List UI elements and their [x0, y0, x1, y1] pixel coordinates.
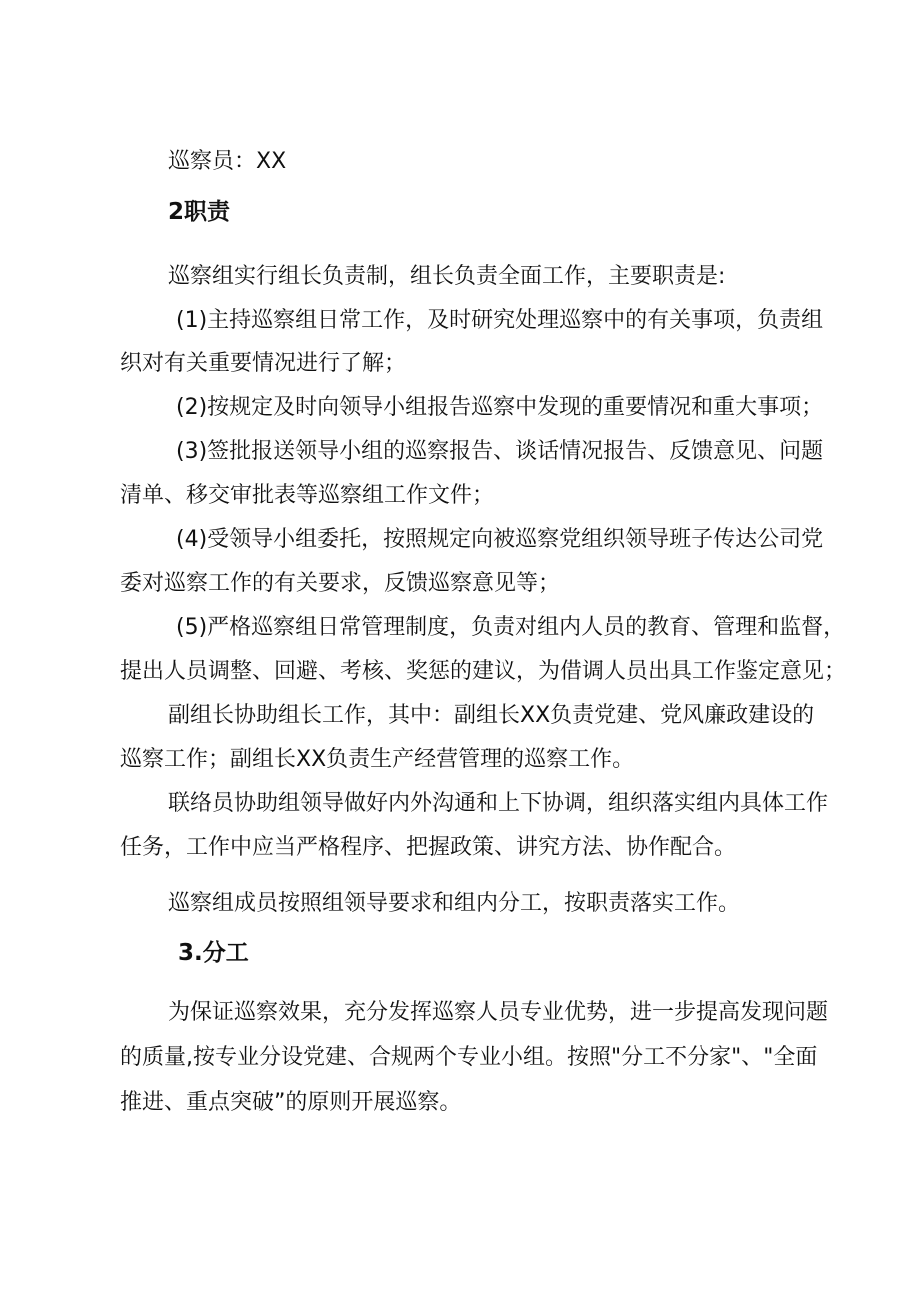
division-line2: 的质量,按专业分设党建、合规两个专业小组。按照"分工不分家"、"全面 — [120, 1045, 818, 1070]
liaison-line1: 联络员协助组领导做好内外沟通和上下协调，组织落实组内具体工作 — [168, 791, 829, 816]
division-line3: 推进、重点突破”的原则开展巡察。 — [120, 1090, 462, 1115]
deputy-line1: 副组长协助组长工作，其中：副组长XX负责党建、党风廉政建设的 — [168, 703, 815, 728]
duties-intro: 巡察组实行组长负责制，组长负责全面工作，主要职责是: — [168, 264, 726, 289]
section3-heading: 3.分工 — [178, 940, 249, 966]
duty3-line1: (3)签批报送领导小组的巡察报告、谈话情况报告、反馈意见、问题 — [176, 439, 824, 464]
duty4-line2: 委对巡察工作的有关要求，反馈巡察意见等； — [120, 571, 561, 596]
duty2-line1: (2)按规定及时向领导小组报告巡察中发现的重要情况和重大事项； — [176, 395, 824, 420]
duty1-line2: 织对有关重要情况进行了解； — [120, 351, 407, 376]
liaison-line2: 任务，工作中应当严格程序、把握政策、讲究方法、协作配合。 — [120, 835, 737, 860]
division-line1: 为保证巡察效果，充分发挥巡察人员专业优势，进一步提高发现问题 — [168, 1000, 829, 1025]
duty4-line1: (4)受领导小组委托，按照规定向被巡察党组织领导班子传达公司党 — [176, 527, 824, 552]
duty5-line1: (5)严格巡察组日常管理制度，负责对组内人员的教育、管理和监督， — [176, 615, 846, 640]
section2-heading: 2职责 — [168, 199, 231, 225]
duty1-line1: (1)主持巡察组日常工作，及时研究处理巡察中的有关事项，负责组 — [176, 308, 824, 333]
duty3-line2: 清单、移交审批表等巡察组工作文件； — [120, 483, 495, 508]
deputy-line2: 巡察工作；副组长XX负责生产经营管理的巡察工作。 — [120, 747, 635, 772]
inspector-line: 巡察员：XX — [168, 149, 287, 174]
duty5-line2: 提出人员调整、回避、考核、奖惩的建议，为借调人员出具工作鉴定意见； — [120, 659, 847, 684]
members-line: 巡察组成员按照组领导要求和组内分工，按职责落实工作。 — [168, 891, 741, 916]
